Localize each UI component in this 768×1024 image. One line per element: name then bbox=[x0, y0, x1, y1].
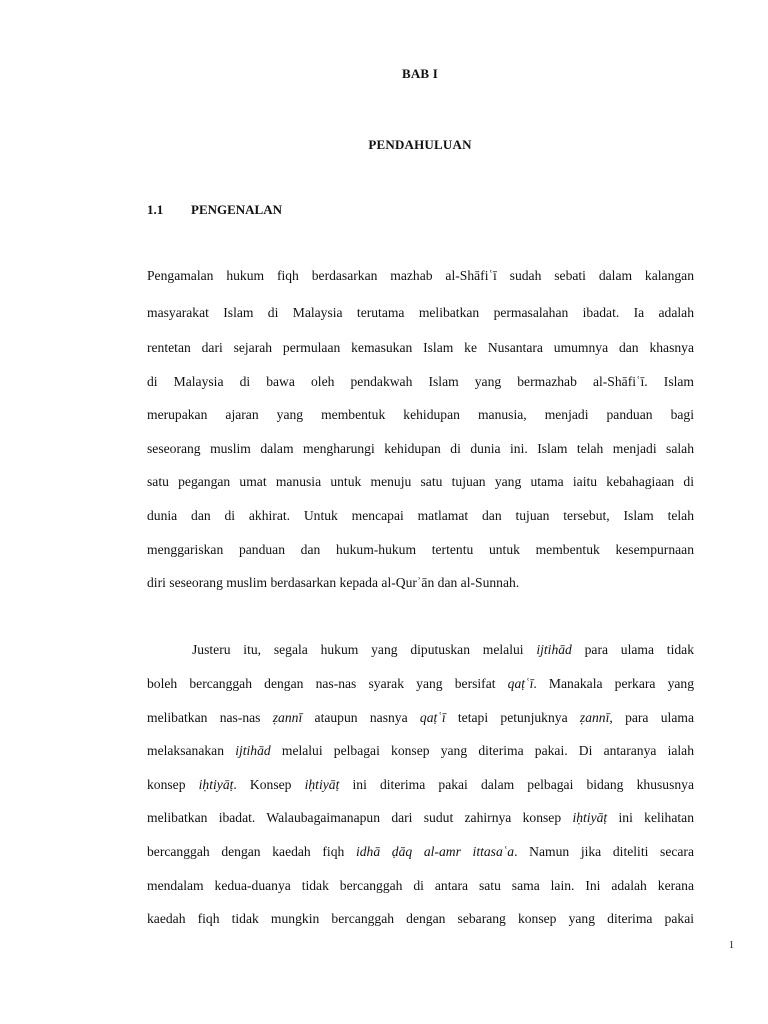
paragraph-2-line-7: bercanggah dengan kaedah fiqh idhā ḍāq al-amr ittasaʿa. Namun jika diteliti secara bbox=[147, 844, 694, 859]
chapter-number: BAB I bbox=[401, 66, 439, 81]
paragraph-1-line-9: menggariskan panduan dan hukum-hukum tertentu untuk membentuk kesempurnaan bbox=[147, 542, 694, 557]
paragraph-1-line-5: merupakan ajaran yang membentuk kehidupan manusia, menjadi panduan bagi bbox=[147, 407, 694, 422]
paragraph-1-line-4: di Malaysia di bawa oleh pendakwah Islam yang bermazhab al-Shāfiʿī. Islam bbox=[147, 374, 694, 389]
paragraph-1-line-1: Pengamalan hukum fiqh berdasarkan mazhab al-Shāfiʿī sudah sebati dalam kalangan bbox=[147, 268, 694, 283]
paragraph-1-line-7: satu pegangan umat manusia untuk menuju satu tujuan yang utama iaitu kebahagiaan di bbox=[147, 474, 694, 489]
paragraph-1-line-8: dunia dan di akhirat. Untuk mencapai matlamat dan tujuan tersebut, Islam telah bbox=[147, 508, 694, 523]
paragraph-2-line-6: melibatkan ibadat. Walaubagaimanapun dari sudut zahirnya konsep iḥtiyāṭ ini kelihatan bbox=[147, 810, 694, 825]
section-title: PENGENALAN bbox=[191, 202, 283, 217]
paragraph-2-line-4: melaksanakan ijtihād melalui pelbagai konsep yang diterima pakai. Di antaranya ialah bbox=[147, 743, 694, 758]
section-number: 1.1 bbox=[147, 202, 164, 217]
paragraph-2-line-5: konsep iḥtiyāṭ. Konsep iḥtiyāṭ ini diterima pakai dalam pelbagai bidang khususnya bbox=[147, 777, 694, 792]
page-number: 1 bbox=[729, 940, 734, 951]
paragraph-2-line-3: melibatkan nas-nas ẓannī ataupun nasnya qaṭʿī tetapi petunjuknya ẓannī, para ulama bbox=[147, 710, 694, 725]
chapter-title: PENDAHULUAN bbox=[368, 137, 472, 152]
paragraph-1-line-3: rentetan dari sejarah permulaan kemasukan Islam ke Nusantara umumnya dan khasnya bbox=[147, 340, 694, 355]
paragraph-2-line-8: mendalam kedua-duanya tidak bercanggah di antara satu sama lain. Ini adalah kerana bbox=[147, 878, 694, 893]
paragraph-2-line-1: Justeru itu, segala hukum yang diputuskan melalui ijtihād para ulama tidak bbox=[192, 642, 694, 657]
paragraph-2-line-9: kaedah fiqh tidak mungkin bercanggah dengan sebarang konsep yang diterima pakai bbox=[147, 911, 694, 926]
paragraph-1-line-2: masyarakat Islam di Malaysia terutama melibatkan permasalahan ibadat. Ia adalah bbox=[147, 305, 694, 320]
paragraph-2-line-2: boleh bercanggah dengan nas-nas syarak yang bersifat qaṭʿī. Manakala perkara yang bbox=[147, 676, 694, 691]
paragraph-1-line-6: seseorang muslim dalam mengharungi kehidupan di dunia ini. Islam telah menjadi salah bbox=[147, 441, 694, 456]
paragraph-1-line-10: diri seseorang muslim berdasarkan kepada al-Qurʾān dan al-Sunnah. bbox=[147, 575, 520, 590]
section-heading bbox=[147, 202, 282, 218]
